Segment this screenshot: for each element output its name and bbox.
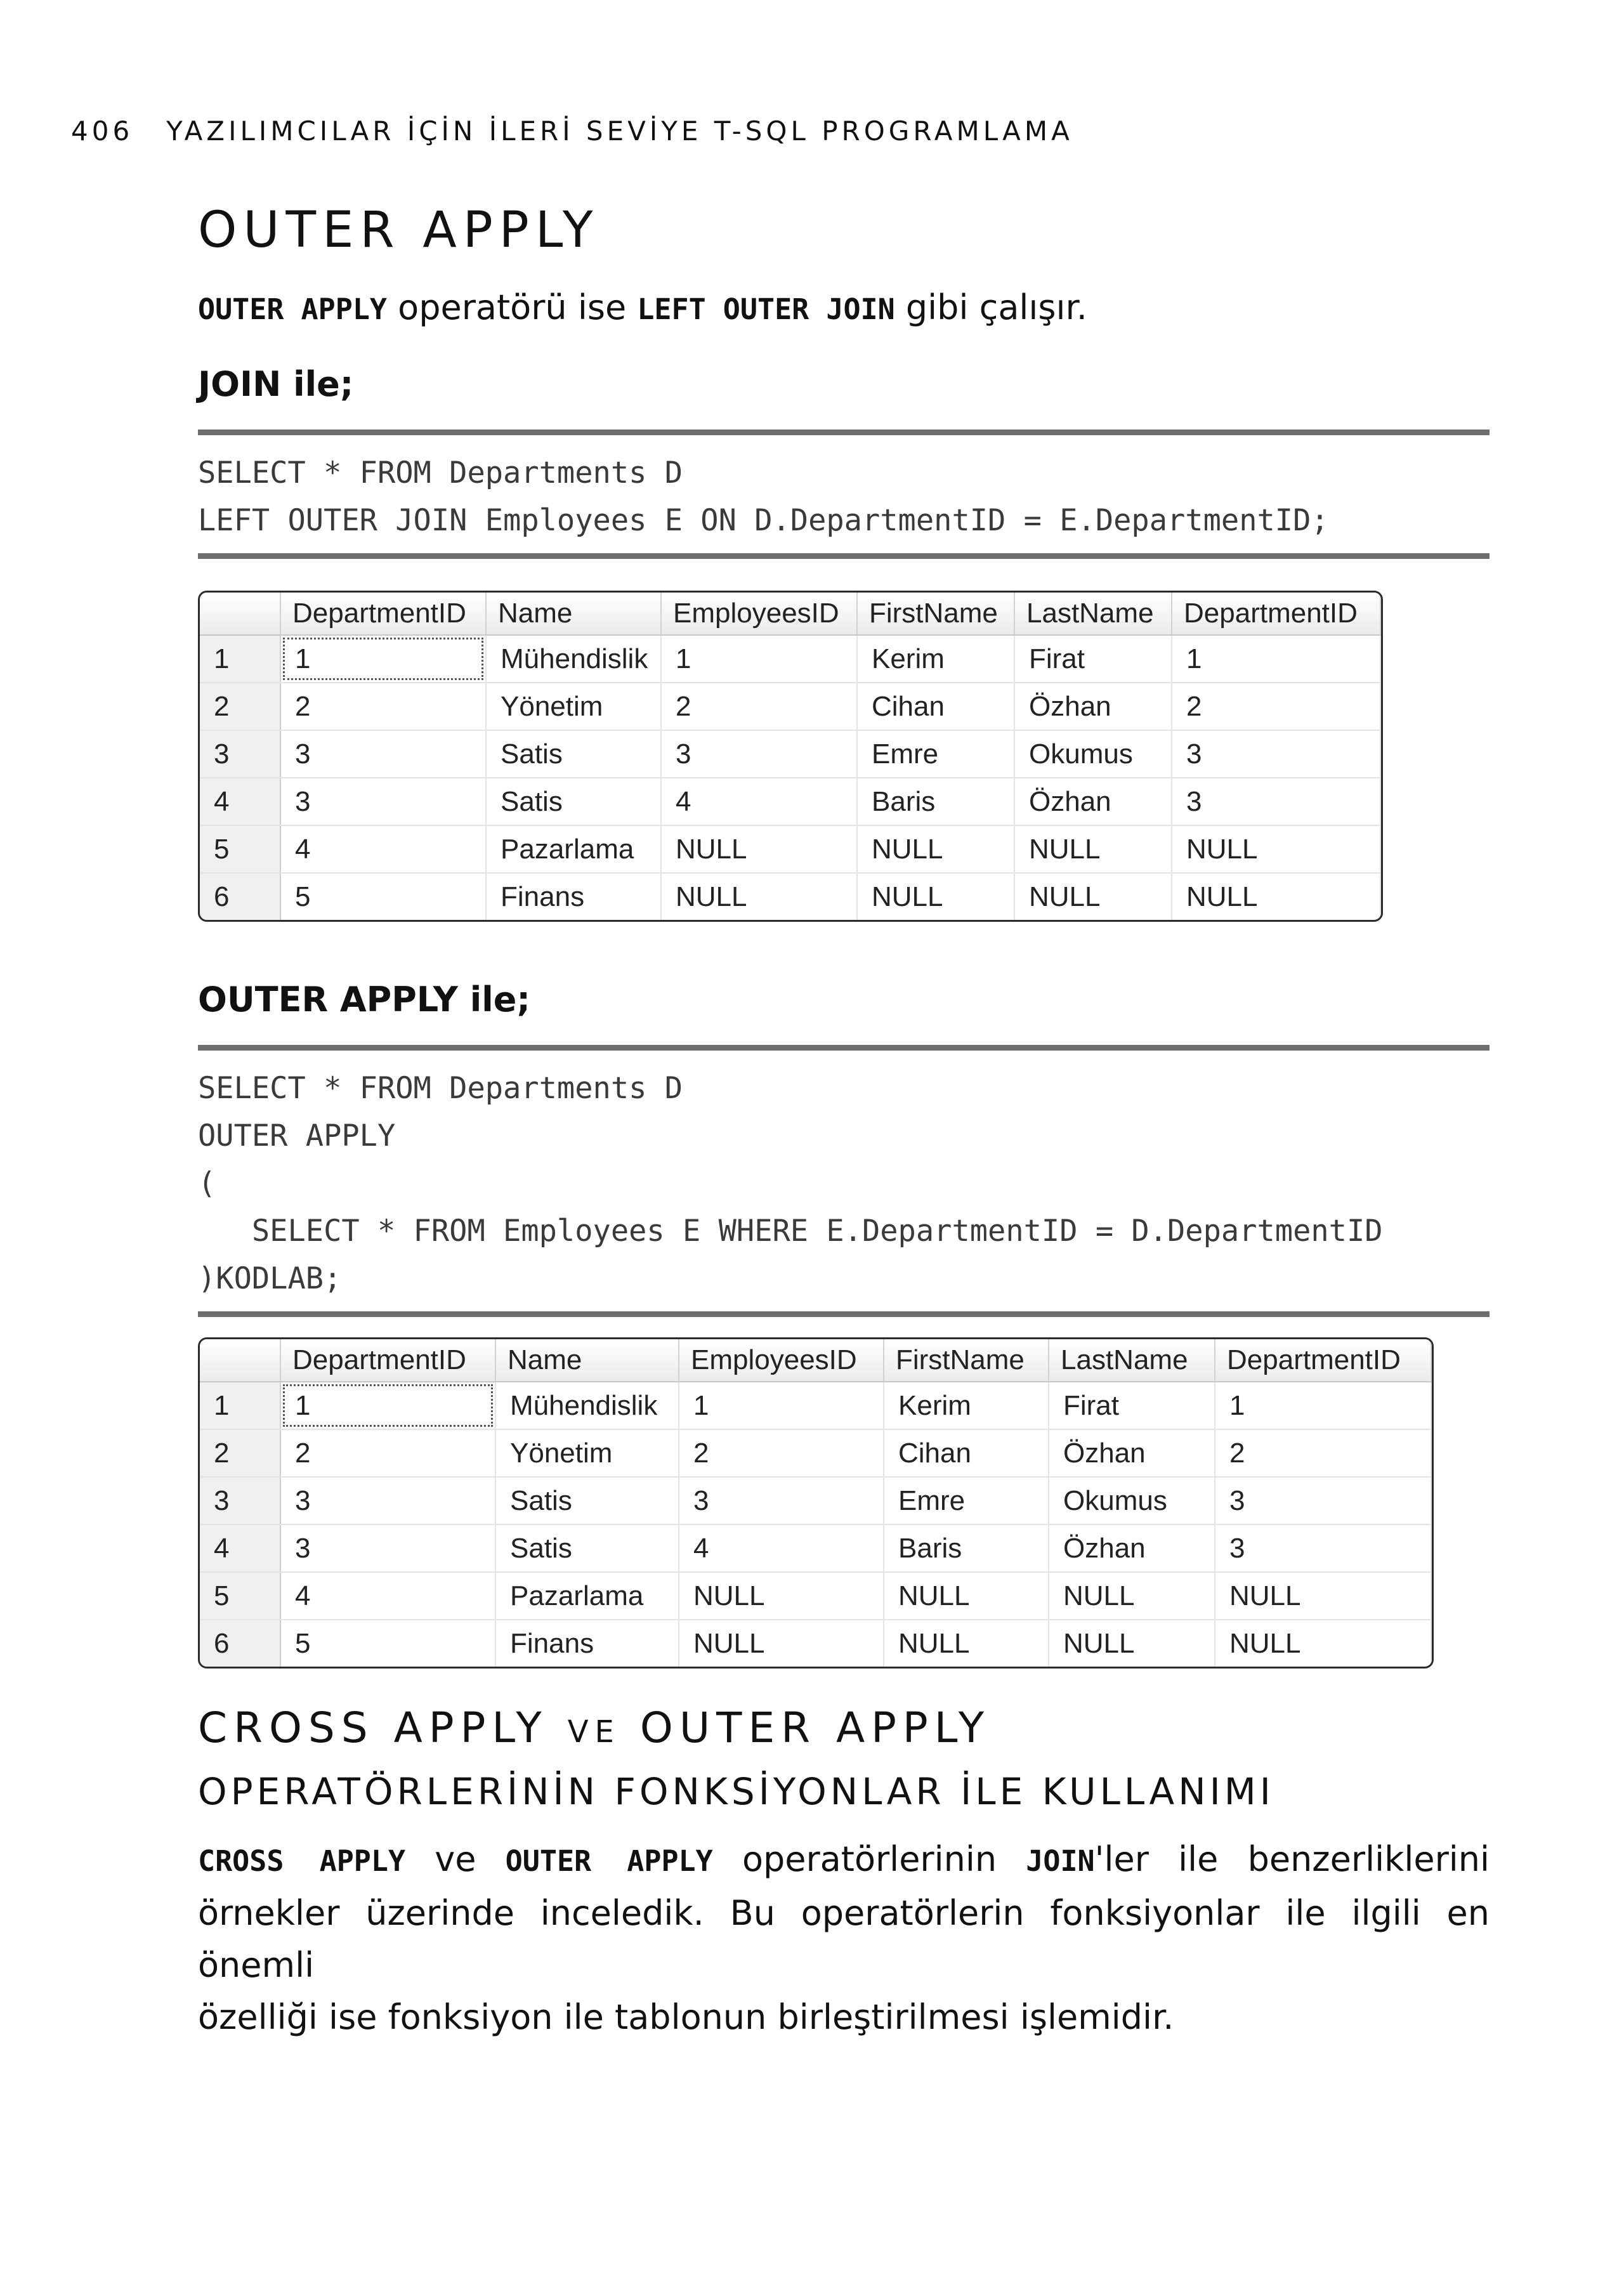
section-heading-cross-apply [198, 1703, 1490, 1757]
table-cell[interactable]: 1 [1215, 1382, 1431, 1429]
table-cell[interactable]: Satis [495, 1477, 679, 1524]
table-cell[interactable]: Firat [1014, 635, 1172, 683]
code-line: SELECT * FROM Employees E WHERE E.DepartmentID = D.DepartmentID [198, 1214, 1383, 1249]
paragraph-text: operatörlerinin [712, 1839, 1026, 1879]
intro-op-left-outer-join: LEFT OUTER JOIN [637, 292, 895, 326]
row-number[interactable]: 5 [200, 1572, 280, 1620]
paragraph-text: ve [405, 1839, 506, 1879]
table-cell[interactable]: Satis [486, 730, 661, 778]
row-number[interactable]: 4 [200, 1524, 280, 1572]
table-cell[interactable]: NULL [679, 1572, 884, 1620]
row-number-header [200, 593, 280, 635]
table-cell[interactable]: 3 [280, 1524, 495, 1572]
table-row [200, 825, 1380, 873]
table-cell[interactable]: Emre [857, 730, 1014, 778]
body-paragraph [198, 1833, 1490, 2043]
table-cell[interactable]: Yönetim [495, 1429, 679, 1477]
code-rule-top [198, 429, 1490, 435]
table-row [200, 1477, 1431, 1524]
table-cell[interactable]: NULL [1172, 873, 1380, 920]
paragraph-line: özelliği ise fonksiyon ile tablonun birleştirilmesi işlemidir. [198, 1997, 1174, 2037]
intro-paragraph [198, 283, 1490, 334]
table-cell[interactable]: Cihan [857, 683, 1014, 730]
column-header[interactable]: FirstName [857, 593, 1014, 635]
table-cell[interactable]: NULL [884, 1620, 1049, 1667]
section-heading-functions: OPERATÖRLERİNİN FONKSİYONLAR İLE KULLANIMI [198, 1770, 1274, 1813]
row-number[interactable]: 1 [200, 635, 280, 683]
column-header[interactable]: FirstName [884, 1339, 1049, 1382]
table-cell[interactable]: NULL [661, 825, 857, 873]
table-cell[interactable]: 3 [679, 1477, 884, 1524]
outer-apply-subheading: OUTER APPLY ile; [198, 980, 530, 1019]
code-line: ( [198, 1166, 216, 1201]
table-cell[interactable]: 2 [1172, 683, 1380, 730]
table-cell[interactable]: Baris [884, 1524, 1049, 1572]
column-header[interactable]: EmployeesID [679, 1339, 884, 1382]
code-rule-top [198, 1045, 1490, 1051]
row-number[interactable]: 2 [200, 1429, 280, 1477]
heading-part: OUTER APPLY [620, 1703, 991, 1752]
table-cell[interactable]: 1 [661, 635, 857, 683]
table-cell[interactable]: 3 [280, 1477, 495, 1524]
table-cell[interactable]: Firat [1049, 1382, 1215, 1429]
table-cell[interactable]: 5 [280, 873, 486, 920]
table-cell[interactable]: NULL [1049, 1572, 1215, 1620]
table-row [200, 778, 1380, 825]
table-row [200, 1620, 1431, 1667]
column-header[interactable]: DepartmentID [280, 1339, 495, 1382]
table-cell[interactable]: Emre [884, 1477, 1049, 1524]
table-cell[interactable]: 5 [280, 1620, 495, 1667]
table-cell[interactable]: 1 [679, 1382, 884, 1429]
table-row [200, 635, 1380, 683]
table-row [200, 1429, 1431, 1477]
row-number[interactable]: 4 [200, 778, 280, 825]
table-row [200, 1382, 1431, 1429]
section-heading-outer-apply: OUTER APPLY [198, 202, 599, 259]
table-cell[interactable]: Baris [857, 778, 1014, 825]
table-cell[interactable]: 3 [280, 778, 486, 825]
heading-part-small: VE [567, 1714, 620, 1750]
table-cell[interactable]: Pazarlama [495, 1572, 679, 1620]
table-cell[interactable]: NULL [679, 1620, 884, 1667]
table-cell[interactable]: Finans [495, 1620, 679, 1667]
table-cell[interactable]: NULL [1215, 1572, 1431, 1620]
column-header[interactable]: DepartmentID [1172, 593, 1380, 635]
outer-apply-code-block [198, 1051, 1490, 1311]
table-cell[interactable]: 4 [280, 1572, 495, 1620]
op-cross-apply: CROSS APPLY [198, 1844, 406, 1878]
code-rule-bottom [198, 553, 1490, 559]
table-row [200, 730, 1380, 778]
row-number[interactable]: 3 [200, 730, 280, 778]
code-line: SELECT * FROM Departments D [198, 1071, 683, 1106]
table-cell[interactable]: NULL [1172, 825, 1380, 873]
grid-header-row [200, 593, 1380, 635]
table-cell[interactable]: Satis [495, 1524, 679, 1572]
table-cell[interactable]: 2 [679, 1429, 884, 1477]
table-row [200, 1572, 1431, 1620]
table-cell[interactable]: 2 [1215, 1429, 1431, 1477]
code-rule-bottom [198, 1311, 1490, 1317]
table-cell[interactable]: 4 [661, 778, 857, 825]
table-cell[interactable]: Okumus [1014, 730, 1172, 778]
row-number[interactable]: 5 [200, 825, 280, 873]
table-cell[interactable]: 3 [280, 730, 486, 778]
table-cell[interactable]: Satis [486, 778, 661, 825]
table-cell[interactable]: 4 [679, 1524, 884, 1572]
column-header[interactable]: LastName [1049, 1339, 1215, 1382]
table-cell[interactable]: NULL [1215, 1620, 1431, 1667]
code-line: LEFT OUTER JOIN Employees E ON D.DepartmentID = E.DepartmentID; [198, 503, 1329, 538]
page-content [198, 202, 1490, 2043]
table-cell[interactable]: 3 [1215, 1524, 1431, 1572]
code-line: )KODLAB; [198, 1261, 342, 1296]
table-row [200, 1524, 1431, 1572]
table-cell[interactable]: 2 [280, 683, 486, 730]
paragraph-text: 'ler ile benzerliklerini [1094, 1839, 1490, 1879]
table-cell[interactable]: NULL [1049, 1620, 1215, 1667]
table-cell[interactable]: NULL [857, 873, 1014, 920]
row-number-header [200, 1339, 280, 1382]
book-title: YAZILIMCILAR İÇİN İLERİ SEVİYE T-SQL PROGRAMLAMA [166, 115, 1073, 147]
page-number: 406 [71, 115, 134, 147]
table-row [200, 873, 1380, 920]
table-cell[interactable]: NULL [1014, 873, 1172, 920]
intro-op-outer-apply: OUTER APPLY [198, 292, 388, 326]
row-number[interactable]: 1 [200, 1382, 280, 1429]
paragraph-line [198, 1833, 1490, 1887]
table-cell[interactable]: Yönetim [486, 683, 661, 730]
table-cell[interactable]: Mühendislik [486, 635, 661, 683]
table-cell[interactable]: 2 [280, 1429, 495, 1477]
code-line: SELECT * FROM Departments D [198, 456, 683, 490]
table-cell[interactable]: Pazarlama [486, 825, 661, 873]
join-subheading: JOIN ile; [198, 364, 354, 404]
op-join: JOIN [1026, 1844, 1095, 1878]
table-cell[interactable]: 2 [661, 683, 857, 730]
column-header[interactable]: DepartmentID [1215, 1339, 1431, 1382]
row-number[interactable]: 3 [200, 1477, 280, 1524]
table-row [200, 683, 1380, 730]
column-header[interactable]: LastName [1014, 593, 1172, 635]
table-cell[interactable]: 3 [1215, 1477, 1431, 1524]
column-header[interactable]: DepartmentID [280, 593, 486, 635]
table-cell[interactable]: 3 [1172, 730, 1380, 778]
code-line: OUTER APPLY [198, 1118, 396, 1153]
table-cell[interactable]: Kerim [857, 635, 1014, 683]
column-header[interactable]: EmployeesID [661, 593, 857, 635]
paragraph-line: örnekler üzerinde inceledik. Bu operatörlerin fonksiyonlar ile ilgili en önemli [198, 1893, 1490, 1985]
table-cell[interactable]: NULL [857, 825, 1014, 873]
table-cell[interactable]: Cihan [884, 1429, 1049, 1477]
table-cell[interactable]: 1 [1172, 635, 1380, 683]
table-cell[interactable]: 4 [280, 825, 486, 873]
row-number[interactable]: 6 [200, 873, 280, 920]
table-cell[interactable]: NULL [661, 873, 857, 920]
join-results-grid [198, 591, 1383, 922]
table-cell[interactable]: NULL [884, 1572, 1049, 1620]
running-head [71, 115, 1073, 147]
grid-header-row [200, 1339, 1431, 1382]
row-number[interactable]: 6 [200, 1620, 280, 1667]
op-outer-apply: OUTER APPLY [505, 1844, 713, 1878]
table-cell[interactable]: NULL [1014, 825, 1172, 873]
table-cell-selected[interactable]: 1 [280, 1382, 495, 1429]
table-cell-selected[interactable]: 1 [280, 635, 486, 683]
table-cell[interactable]: Özhan [1014, 683, 1172, 730]
table-cell[interactable]: Kerim [884, 1382, 1049, 1429]
table-cell[interactable]: Finans [486, 873, 661, 920]
table-cell[interactable]: Özhan [1049, 1429, 1215, 1477]
column-header[interactable]: Name [486, 593, 661, 635]
intro-text-2: gibi çalışır. [894, 287, 1087, 327]
table-cell[interactable]: Mühendislik [495, 1382, 679, 1429]
column-header[interactable]: Name [495, 1339, 679, 1382]
row-number[interactable]: 2 [200, 683, 280, 730]
table-cell[interactable]: 3 [1172, 778, 1380, 825]
intro-text-1: operatörü ise [387, 287, 638, 327]
table-cell[interactable]: Okumus [1049, 1477, 1215, 1524]
table-cell[interactable]: Özhan [1014, 778, 1172, 825]
table-cell[interactable]: 3 [661, 730, 857, 778]
outer-apply-results-grid [198, 1337, 1434, 1669]
join-code-block [198, 435, 1490, 553]
table-cell[interactable]: Özhan [1049, 1524, 1215, 1572]
heading-part: CROSS APPLY [198, 1703, 568, 1752]
